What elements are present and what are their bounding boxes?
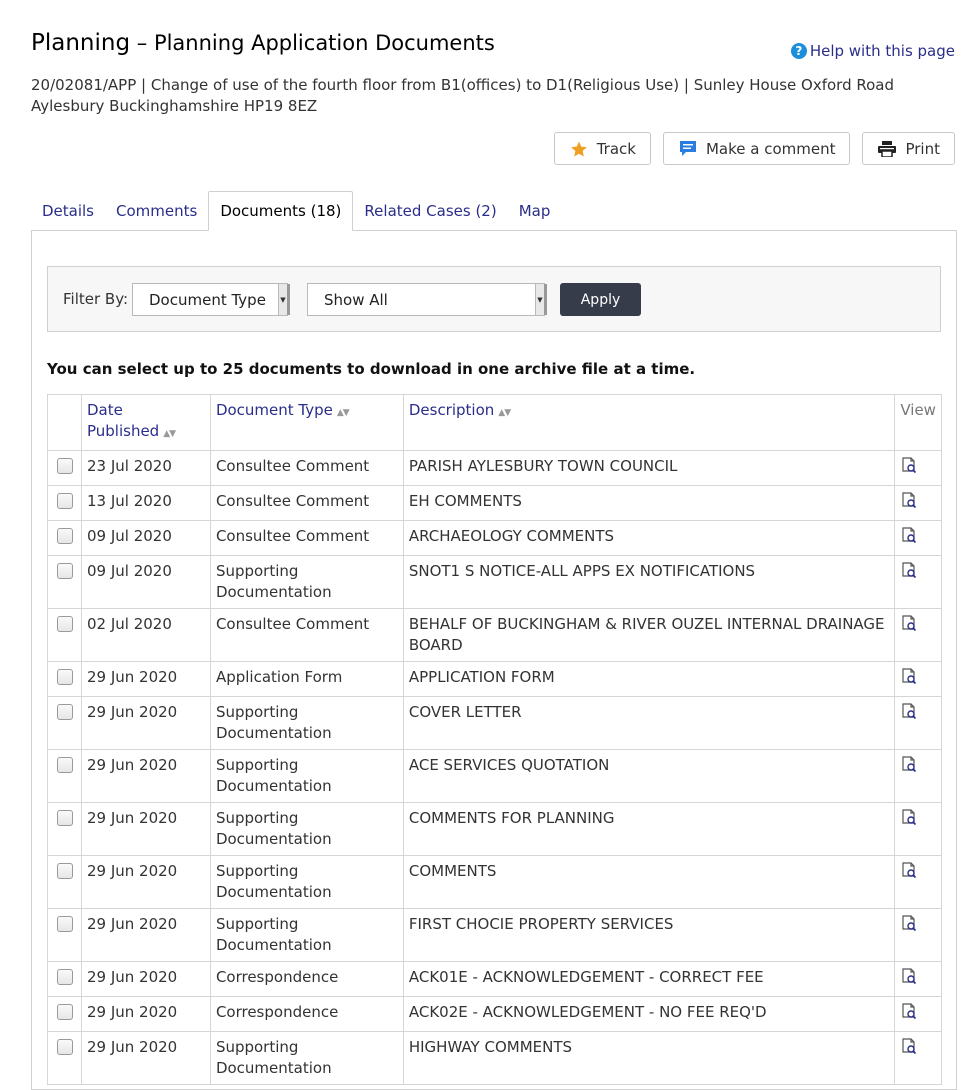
table-row <box>48 486 942 521</box>
type-cell: Supporting Documentation <box>210 1032 403 1085</box>
date-cell: 02 Jul 2020 <box>81 609 210 662</box>
row-select-cell <box>48 803 82 856</box>
row-select-cell <box>48 556 82 609</box>
help-link[interactable] <box>791 42 955 60</box>
table-row <box>48 609 942 662</box>
table-row <box>48 697 942 750</box>
documents-panel <box>31 230 957 1090</box>
row-select-cell <box>48 909 82 962</box>
date-cell: 29 Jun 2020 <box>81 803 210 856</box>
row-select-cell <box>48 486 82 521</box>
row-checkbox[interactable] <box>57 616 73 632</box>
row-select-cell <box>48 750 82 803</box>
type-cell: Supporting Documentation <box>210 697 403 750</box>
date-published-label: Date Published <box>86 401 160 440</box>
type-cell: Supporting Documentation <box>210 556 403 609</box>
row-checkbox[interactable] <box>57 863 73 879</box>
row-checkbox[interactable] <box>57 493 73 509</box>
date-cell: 29 Jun 2020 <box>81 909 210 962</box>
row-select-cell <box>48 997 82 1032</box>
chevron-down-icon: ▼ <box>278 284 287 315</box>
view-cell <box>895 997 942 1032</box>
view-document-icon[interactable] <box>900 914 918 932</box>
description-cell: ACK01E - ACKNOWLEDGEMENT - CORRECT FEE <box>403 962 895 997</box>
date-cell: 13 Jul 2020 <box>81 486 210 521</box>
row-select-cell <box>48 962 82 997</box>
view-cell <box>895 909 942 962</box>
help-icon: ? <box>791 43 807 59</box>
row-checkbox[interactable] <box>57 704 73 720</box>
printer-icon <box>877 140 897 158</box>
description-cell: EH COMMENTS <box>403 486 895 521</box>
row-checkbox[interactable] <box>57 757 73 773</box>
row-checkbox[interactable] <box>57 528 73 544</box>
view-cell <box>895 803 942 856</box>
sort-icon: ▲▼ <box>498 408 511 418</box>
date-cell: 29 Jun 2020 <box>81 997 210 1032</box>
row-checkbox[interactable] <box>57 916 73 932</box>
description-cell: FIRST CHOCIE PROPERTY SERVICES <box>403 909 895 962</box>
table-row <box>48 662 942 697</box>
tab-comments[interactable]: Comments <box>116 202 198 220</box>
view-cell <box>895 697 942 750</box>
sort-icon: ▲▼ <box>163 429 176 439</box>
view-header: View <box>895 395 942 451</box>
apply-button[interactable]: Apply <box>560 283 641 316</box>
print-label: Print <box>905 139 940 158</box>
view-document-icon[interactable] <box>900 702 918 720</box>
view-cell <box>895 962 942 997</box>
description-cell: COMMENTS FOR PLANNING <box>403 803 895 856</box>
view-document-icon[interactable] <box>900 1002 918 1020</box>
type-cell: Consultee Comment <box>210 451 403 486</box>
track-label: Track <box>596 139 636 158</box>
sort-icon: ▲▼ <box>336 408 349 418</box>
view-document-icon[interactable] <box>900 561 918 579</box>
description-cell: ARCHAEOLOGY COMMENTS <box>403 521 895 556</box>
table-row <box>48 451 942 486</box>
row-checkbox[interactable] <box>57 1039 73 1055</box>
table-row <box>48 803 942 856</box>
view-document-icon[interactable] <box>900 456 918 474</box>
page-title-main: Planning <box>31 30 131 56</box>
view-document-icon[interactable] <box>900 861 918 879</box>
view-document-icon[interactable] <box>900 667 918 685</box>
view-cell <box>895 486 942 521</box>
table-row <box>48 521 942 556</box>
date-cell: 23 Jul 2020 <box>81 451 210 486</box>
print-button[interactable] <box>862 132 955 165</box>
chevron-down-icon: ▼ <box>535 284 544 315</box>
tab-related-cases[interactable]: Related Cases (2) <box>364 202 497 220</box>
make-comment-button[interactable] <box>663 132 851 165</box>
description-cell: ACE SERVICES QUOTATION <box>403 750 895 803</box>
type-cell: Supporting Documentation <box>210 909 403 962</box>
row-select-cell <box>48 856 82 909</box>
view-document-icon[interactable] <box>900 967 918 985</box>
row-checkbox[interactable] <box>57 669 73 685</box>
view-cell <box>895 521 942 556</box>
type-cell: Supporting Documentation <box>210 803 403 856</box>
show-all-value: Show All <box>324 290 388 309</box>
type-cell: Supporting Documentation <box>210 856 403 909</box>
select-column-header <box>48 395 82 451</box>
description-cell: HIGHWAY COMMENTS <box>403 1032 895 1085</box>
row-select-cell <box>48 697 82 750</box>
help-label: Help with this page <box>809 42 955 60</box>
comment-icon <box>678 140 698 158</box>
row-select-cell <box>48 521 82 556</box>
view-document-icon[interactable] <box>900 755 918 773</box>
filter-label: Filter By: <box>63 290 129 308</box>
table-body <box>48 451 942 1085</box>
view-cell <box>895 609 942 662</box>
view-cell <box>895 1032 942 1085</box>
table-row <box>48 962 942 997</box>
description-cell: APPLICATION FORM <box>403 662 895 697</box>
table-header-row <box>48 395 942 451</box>
row-checkbox[interactable] <box>57 969 73 985</box>
type-cell: Correspondence <box>210 962 403 997</box>
date-cell: 09 Jul 2020 <box>81 521 210 556</box>
filter-bar <box>47 266 941 332</box>
tab-map[interactable]: Map <box>518 202 551 220</box>
document-type-label: Document Type <box>215 401 333 419</box>
table-row <box>48 909 942 962</box>
view-cell <box>895 451 942 486</box>
row-select-cell <box>48 1032 82 1085</box>
description-label: Description <box>408 401 495 419</box>
track-button[interactable] <box>554 132 651 165</box>
table-row <box>48 856 942 909</box>
view-document-icon[interactable] <box>900 526 918 544</box>
download-note: You can select up to 25 documents to download in one archive file at a time. <box>47 360 696 378</box>
page-title-sub: Planning Application Documents <box>153 31 495 55</box>
view-document-icon[interactable] <box>900 491 918 509</box>
date-cell: 09 Jul 2020 <box>81 556 210 609</box>
view-cell <box>895 750 942 803</box>
table-row <box>48 750 942 803</box>
date-cell: 29 Jun 2020 <box>81 662 210 697</box>
show-all-select[interactable] <box>307 283 545 316</box>
type-cell: Correspondence <box>210 997 403 1032</box>
date-published-header[interactable] <box>81 395 210 451</box>
date-cell: 29 Jun 2020 <box>81 962 210 997</box>
page-title-dash: – <box>130 31 154 55</box>
tab-details[interactable]: Details <box>42 202 95 220</box>
document-type-header[interactable] <box>210 395 403 451</box>
type-cell: Supporting Documentation <box>210 750 403 803</box>
view-document-icon[interactable] <box>900 1037 918 1055</box>
type-cell: Consultee Comment <box>210 486 403 521</box>
view-document-icon[interactable] <box>900 614 918 632</box>
date-cell: 29 Jun 2020 <box>81 856 210 909</box>
description-cell: SNOT1 S NOTICE-ALL APPS EX NOTIFICATIONS <box>403 556 895 609</box>
documents-table <box>47 394 942 1085</box>
page-title <box>31 30 495 56</box>
document-type-value: Document Type <box>149 290 266 309</box>
date-cell: 29 Jun 2020 <box>81 750 210 803</box>
description-cell: COVER LETTER <box>403 697 895 750</box>
document-type-select[interactable] <box>132 283 288 316</box>
description-cell: ACK02E - ACKNOWLEDGEMENT - NO FEE REQ'D <box>403 997 895 1032</box>
table-row <box>48 556 942 609</box>
type-cell: Application Form <box>210 662 403 697</box>
row-checkbox[interactable] <box>57 458 73 474</box>
row-checkbox[interactable] <box>57 810 73 826</box>
tab-bar <box>31 191 561 231</box>
row-select-cell <box>48 609 82 662</box>
row-checkbox[interactable] <box>57 1004 73 1020</box>
view-cell <box>895 662 942 697</box>
table-row <box>48 997 942 1032</box>
action-buttons <box>554 132 955 165</box>
application-summary: 20/02081/APP | Change of use of the fourth floor from B1(offices) to D1(Religious Use) | Sunley House Oxford Road Aylesbury Buckinghamshire HP19 8EZ <box>31 76 895 115</box>
row-checkbox[interactable] <box>57 563 73 579</box>
view-cell <box>895 856 942 909</box>
row-select-cell <box>48 662 82 697</box>
row-select-cell <box>48 451 82 486</box>
type-cell: Consultee Comment <box>210 521 403 556</box>
description-header[interactable] <box>403 395 895 451</box>
description-cell: COMMENTS <box>403 856 895 909</box>
date-cell: 29 Jun 2020 <box>81 1032 210 1085</box>
type-cell: Consultee Comment <box>210 609 403 662</box>
description-cell: PARISH AYLESBURY TOWN COUNCIL <box>403 451 895 486</box>
view-document-icon[interactable] <box>900 808 918 826</box>
description-cell: BEHALF OF BUCKINGHAM & RIVER OUZEL INTERNAL DRAINAGE BOARD <box>403 609 895 662</box>
star-icon <box>569 140 589 158</box>
make-comment-label: Make a comment <box>705 139 836 158</box>
table-row <box>48 1032 942 1085</box>
view-cell <box>895 556 942 609</box>
tab-documents[interactable]: Documents (18) <box>208 191 353 231</box>
date-cell: 29 Jun 2020 <box>81 697 210 750</box>
